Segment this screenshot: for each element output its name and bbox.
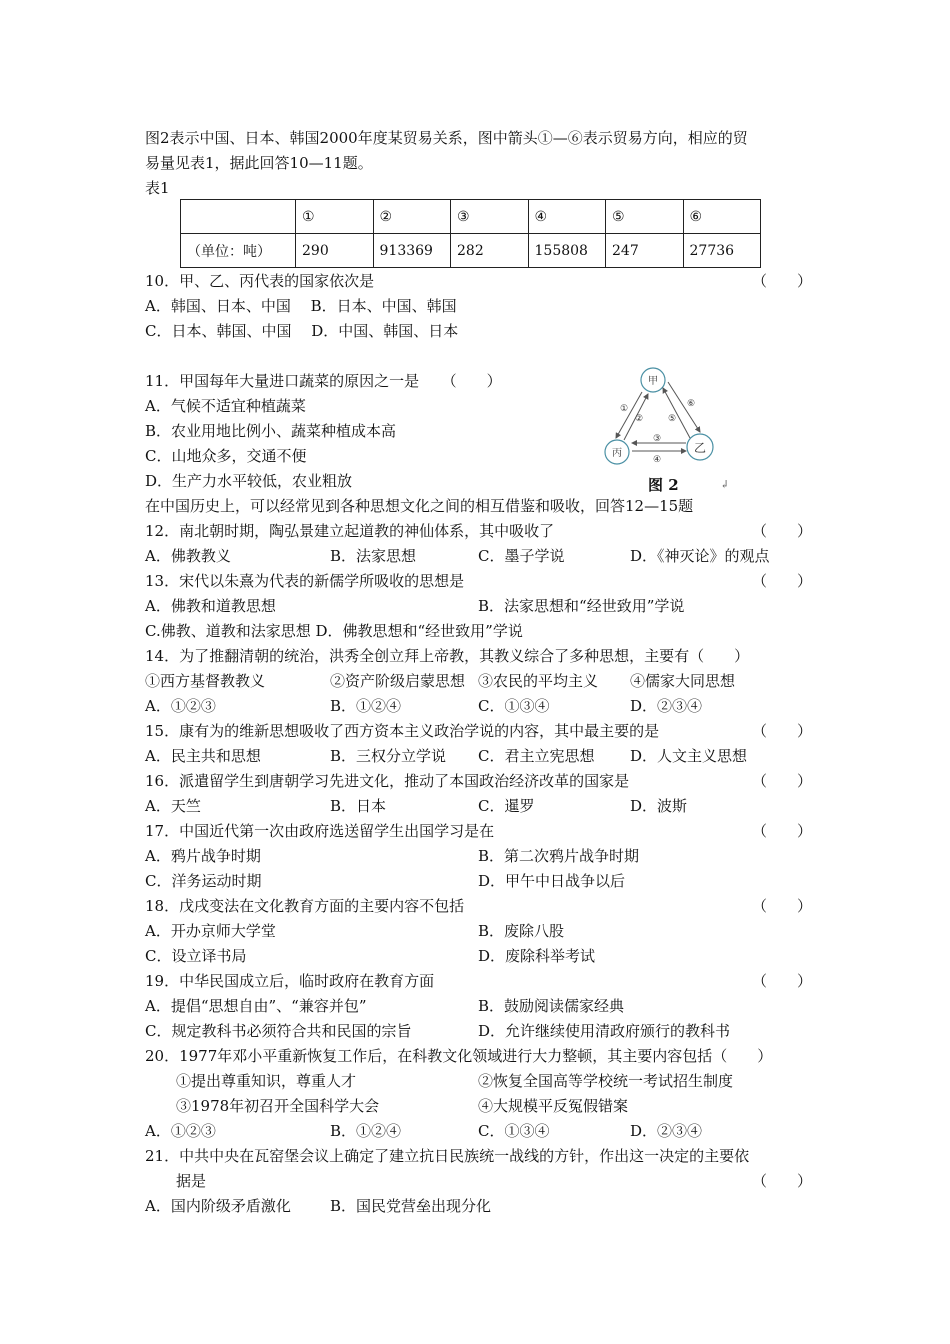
question-19-option-d: D．允许继续使用清政府颁行的教科书 <box>478 1022 731 1040</box>
answer-paren: （ ） <box>752 822 813 840</box>
question-14-item-2: ②资产阶级启蒙思想 <box>330 672 466 690</box>
question-15-option-a: A．民主共和思想 <box>145 747 261 765</box>
question-18-option-c: C．设立译书局 <box>145 947 247 965</box>
question-14-item-1: ①西方基督教教义 <box>145 672 266 690</box>
question-16-option-c: C．暹罗 <box>478 797 535 815</box>
question-14-stem: 14．为了推翻清朝的统治，洪秀全创立拜上帝教，其教义综合了多种思想，主要有（ ） <box>145 647 750 665</box>
question-13-option-b: B．法家思想和“经世致用”学说 <box>478 597 685 615</box>
figure-caption: 图 2 <box>648 476 679 494</box>
question-13-option-a: A．佛教和道教思想 <box>145 597 276 615</box>
arrow-label-1: ① <box>620 404 629 414</box>
question-14-item-4: ④儒家大同思想 <box>630 672 736 690</box>
intro-line-1: 图2表示中国、日本、韩国2000年度某贸易关系，图中箭头①—⑥表示贸易方向，相应的贸 <box>145 129 748 147</box>
table-cell: 27736 <box>683 234 761 268</box>
question-21-stem-2: 据是 <box>176 1172 207 1190</box>
question-20-item-3: ③1978年初召开全国科学大会 <box>176 1097 380 1115</box>
intro-line-2: 易量见表1，据此回答10—11题。 <box>145 154 373 172</box>
table-cell: ② <box>373 200 451 234</box>
question-10-options-2: C．日本、韩国、中国 D．中国、韩国、日本 <box>145 322 459 340</box>
question-10-stem: 10．甲、乙、丙代表的国家依次是 <box>145 272 375 290</box>
question-15-stem: 15．康有为的维新思想吸收了西方资本主义政治学说的内容，其中最主要的是 <box>145 722 660 740</box>
trade-diagram <box>600 364 730 472</box>
question-20-option-b: B．①②④ <box>330 1122 402 1140</box>
question-16-stem: 16．派遣留学生到唐朝学习先进文化，推动了本国政治经济改革的国家是 <box>145 772 630 790</box>
answer-paren: （ ） <box>752 897 813 915</box>
question-18-option-d: D．废除科举考试 <box>478 947 596 965</box>
question-14-item-3: ③农民的平均主义 <box>478 672 599 690</box>
question-12-option-b: B．法家思想 <box>330 547 417 565</box>
question-12-option-c: C．墨子学说 <box>478 547 565 565</box>
table-cell: 913369 <box>373 234 451 268</box>
question-21-option-a: A．国内阶级矛盾激化 <box>145 1197 291 1215</box>
table-cell: 155808 <box>528 234 606 268</box>
question-19-option-b: B．鼓励阅读儒家经典 <box>478 997 625 1015</box>
answer-paren: （ ） <box>752 272 813 290</box>
table-cell: ① <box>296 200 374 234</box>
question-19-option-a: A．提倡“思想自由”、“兼容并包” <box>145 997 367 1015</box>
question-11-option-d: D．生产力水平较低，农业粗放 <box>145 472 353 490</box>
table-cell: 282 <box>451 234 529 268</box>
answer-paren: （ ） <box>752 1172 813 1190</box>
question-19-option-c: C．规定教科书必须符合共和民国的宗旨 <box>145 1022 412 1040</box>
question-12-stem: 12．南北朝时期，陶弘景建立起道教的神仙体系，其中吸收了 <box>145 522 555 540</box>
node-jia-label: 甲 <box>648 376 658 387</box>
question-21-stem-1: 21．中共中央在瓦窑堡会议上确定了建立抗日民族统一战线的方针，作出这一决定的主要依 <box>145 1147 750 1165</box>
question-20-item-2: ②恢复全国高等学校统一考试招生制度 <box>478 1072 734 1090</box>
question-10-options-1: A．韩国、日本、中国 B．日本、中国、韩国 <box>145 297 457 315</box>
arrow-label-5: ⑤ <box>668 414 677 424</box>
history-intro: 在中国历史上，可以经常见到各种思想文化之间的相互借鉴和吸收，回答12—15题 <box>145 497 694 515</box>
question-16-option-d: D．波斯 <box>630 797 688 815</box>
question-20-option-a: A．①②③ <box>145 1122 216 1140</box>
question-15-option-b: B．三权分立学说 <box>330 747 447 765</box>
question-20-item-4: ④大规模平反冤假错案 <box>478 1097 629 1115</box>
question-18-stem: 18．戊戌变法在文化教育方面的主要内容不包括 <box>145 897 465 915</box>
question-20-option-c: C．①③④ <box>478 1122 550 1140</box>
table-caption: 表1 <box>145 179 170 197</box>
answer-paren: （ ） <box>752 722 813 740</box>
question-14-option-c: C．①③④ <box>478 697 550 715</box>
table-cell <box>181 200 296 234</box>
question-14-option-d: D．②③④ <box>630 697 703 715</box>
node-bing-label: 丙 <box>612 448 622 459</box>
question-21-option-b: B．国民党营垒出现分化 <box>330 1197 492 1215</box>
answer-paren: （ ） <box>752 572 813 590</box>
question-16-option-a: A．天竺 <box>145 797 201 815</box>
table-cell: ④ <box>528 200 606 234</box>
question-11-option-a: A．气候不适宜种植蔬菜 <box>145 397 306 415</box>
table-cell: （单位：吨） <box>181 234 296 268</box>
arrow-label-3: ③ <box>653 434 662 444</box>
trade-volume-table <box>180 199 761 268</box>
question-15-option-d: D．人文主义思想 <box>630 747 748 765</box>
question-12-option-d: D．《神灭论》的观点 <box>630 547 770 565</box>
question-17-option-a: A．鸦片战争时期 <box>145 847 261 865</box>
question-13-options-cd: C.佛教、道教和法家思想 D．佛教思想和“经世致用”学说 <box>145 622 523 640</box>
table-cell: ⑥ <box>683 200 761 234</box>
question-18-option-a: A．开办京师大学堂 <box>145 922 276 940</box>
question-17-stem: 17．中国近代第一次由政府选送留学生出国学习是在 <box>145 822 495 840</box>
question-20-item-1: ①提出尊重知识，尊重人才 <box>176 1072 357 1090</box>
table-cell: ③ <box>451 200 529 234</box>
table-cell: ⑤ <box>606 200 684 234</box>
arrow-label-4: ④ <box>653 455 662 465</box>
question-17-option-d: D．甲午中日战争以后 <box>478 872 626 890</box>
question-17-option-c: C．洋务运动时期 <box>145 872 262 890</box>
table-row <box>181 234 761 268</box>
question-15-option-c: C．君主立宪思想 <box>478 747 595 765</box>
question-13-stem: 13．宋代以朱熹为代表的新儒学所吸收的思想是 <box>145 572 465 590</box>
arrow-label-6: ⑥ <box>687 399 696 409</box>
question-17-option-b: B．第二次鸦片战争时期 <box>478 847 640 865</box>
question-16-option-b: B．日本 <box>330 797 387 815</box>
paragraph-mark: ↲ <box>720 478 730 491</box>
question-12-option-a: A．佛教教义 <box>145 547 231 565</box>
question-19-stem: 19．中华民国成立后，临时政府在教育方面 <box>145 972 435 990</box>
table-row <box>181 200 761 234</box>
question-20-stem: 20．1977年邓小平重新恢复工作后，在科教文化领域进行大力整顿，其主要内容包括（ ） <box>145 1047 773 1065</box>
answer-paren: （ ） <box>752 772 813 790</box>
arrow-label-2: ② <box>635 414 644 424</box>
question-11-stem: 11．甲国每年大量进口蔬菜的原因之一是 （ ） <box>145 372 502 390</box>
question-14-option-a: A．①②③ <box>145 697 216 715</box>
answer-paren: （ ） <box>752 972 813 990</box>
question-14-option-b: B．①②④ <box>330 697 402 715</box>
answer-paren: （ ） <box>752 522 813 540</box>
question-11-option-b: B．农业用地比例小、蔬菜种植成本高 <box>145 422 397 440</box>
node-yi-label: 乙 <box>693 441 707 455</box>
question-18-option-b: B．废除八股 <box>478 922 565 940</box>
table-cell: 247 <box>606 234 684 268</box>
question-20-option-d: D．②③④ <box>630 1122 703 1140</box>
question-11-option-c: C．山地众多，交通不便 <box>145 447 307 465</box>
table-cell: 290 <box>296 234 374 268</box>
